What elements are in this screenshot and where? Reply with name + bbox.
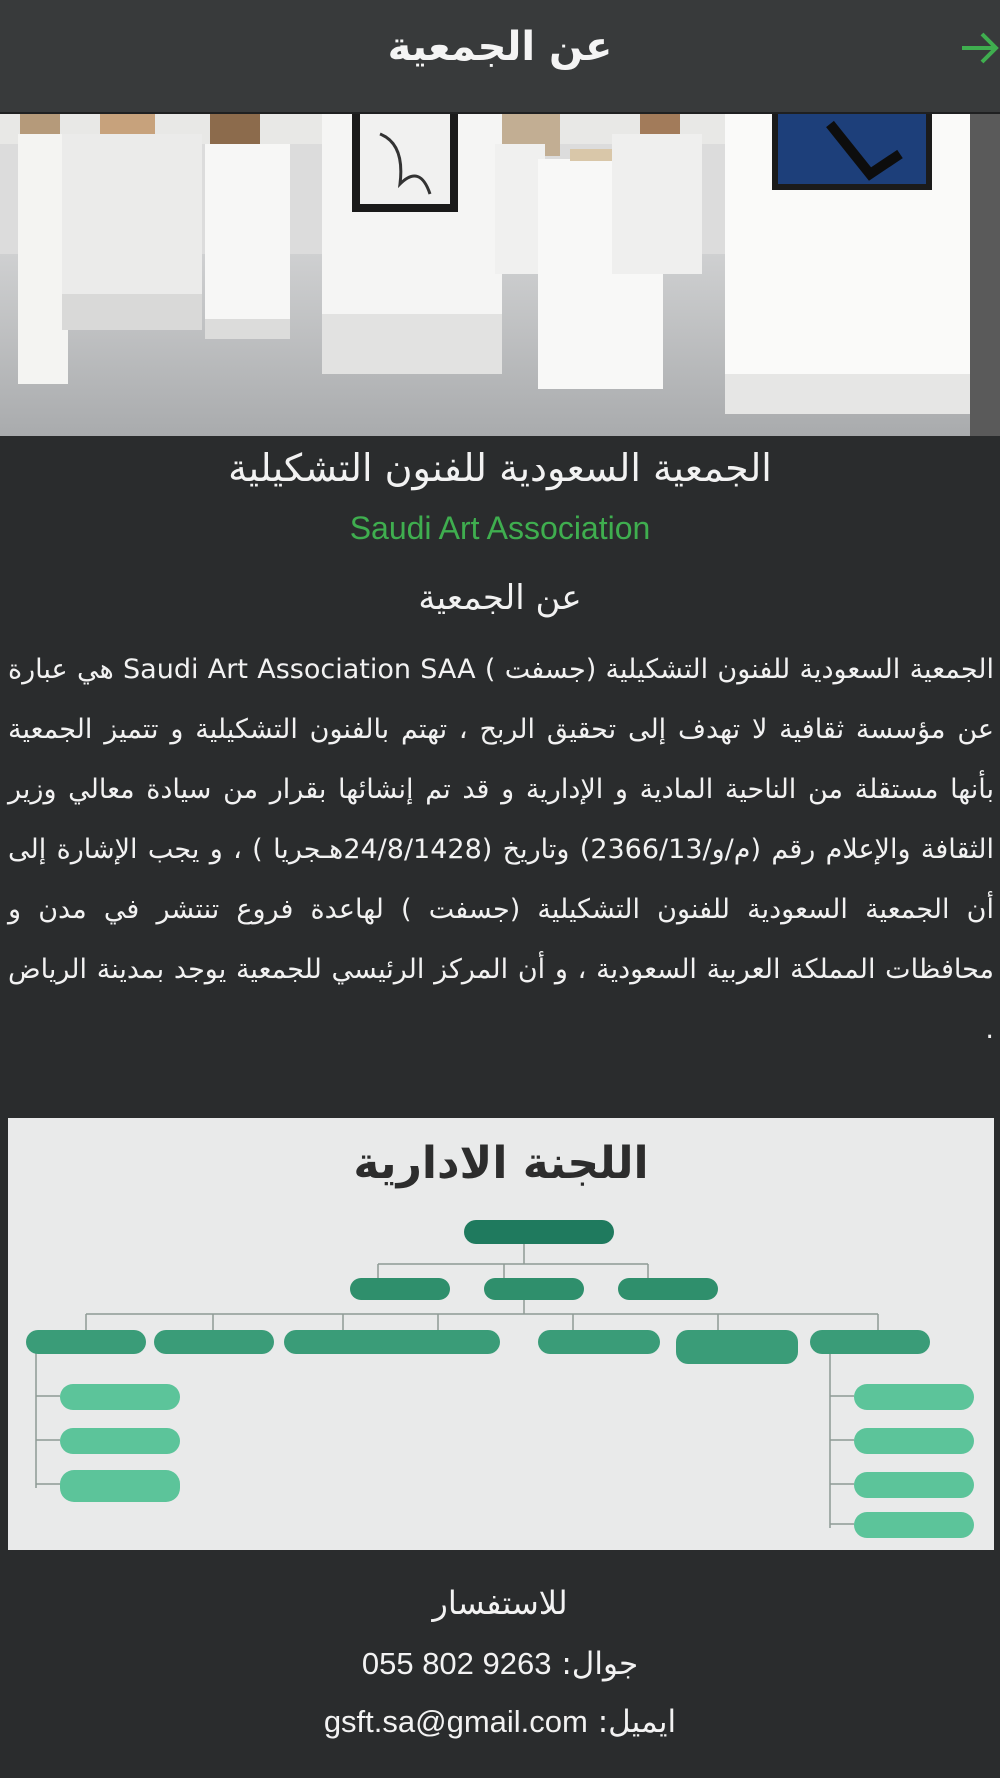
page-title: عن الجمعية — [387, 24, 613, 70]
email-label: ايميل: — [597, 1704, 677, 1740]
org-chart-title: اللجنة الادارية — [353, 1138, 649, 1189]
arrow-right-icon — [956, 26, 1000, 70]
email-address[interactable]: gsft.sa@gmail.com — [323, 1704, 588, 1739]
about-paragraph: الجمعية السعودية للفنون التشكيلية (جسفت ) Saudi Art Association SAA هي عبارة عن مؤسسة ثقافية لا تهدف إلى تحقيق الربح ، تهتم بالفنون التشكيلية و تتميز الجمعية بأنها مستقلة من الناحية المادية و الإدارية و قد تم إنشائها بقرار من سيادة معالي وزير الثقافة والإعلام رقم (م/و/2366/13) وتاريخ (24/8/1428هـجريا ) ، و يجب الإشارة إلى أن الجمعية السعودية للفنون التشكيلية (جسفت ) لهاعدة فروع تنتشر في مدن و محافظات المملكة العربية السعودية ، و أن المركز الرئيسي للجمعية يوجد بمدينة الرياض . — [8, 654, 995, 1045]
hero-image — [0, 114, 1000, 436]
mobile-number[interactable]: 055 802 9263 — [361, 1646, 552, 1681]
org-chart-image — [8, 1118, 994, 1550]
back-button[interactable] — [940, 18, 1000, 78]
mobile-label: جوال: — [561, 1646, 639, 1682]
contact-mobile-row — [0, 1646, 1000, 1682]
about-heading: عن الجمعية — [418, 578, 582, 618]
association-name-english: Saudi Art Association — [349, 510, 651, 546]
top-bar — [0, 0, 1000, 114]
association-name-arabic: الجمعية السعودية للفنون التشكيلية — [228, 446, 772, 490]
contact-heading: للاستفسار — [432, 1584, 568, 1622]
contact-email-row — [0, 1704, 1000, 1740]
